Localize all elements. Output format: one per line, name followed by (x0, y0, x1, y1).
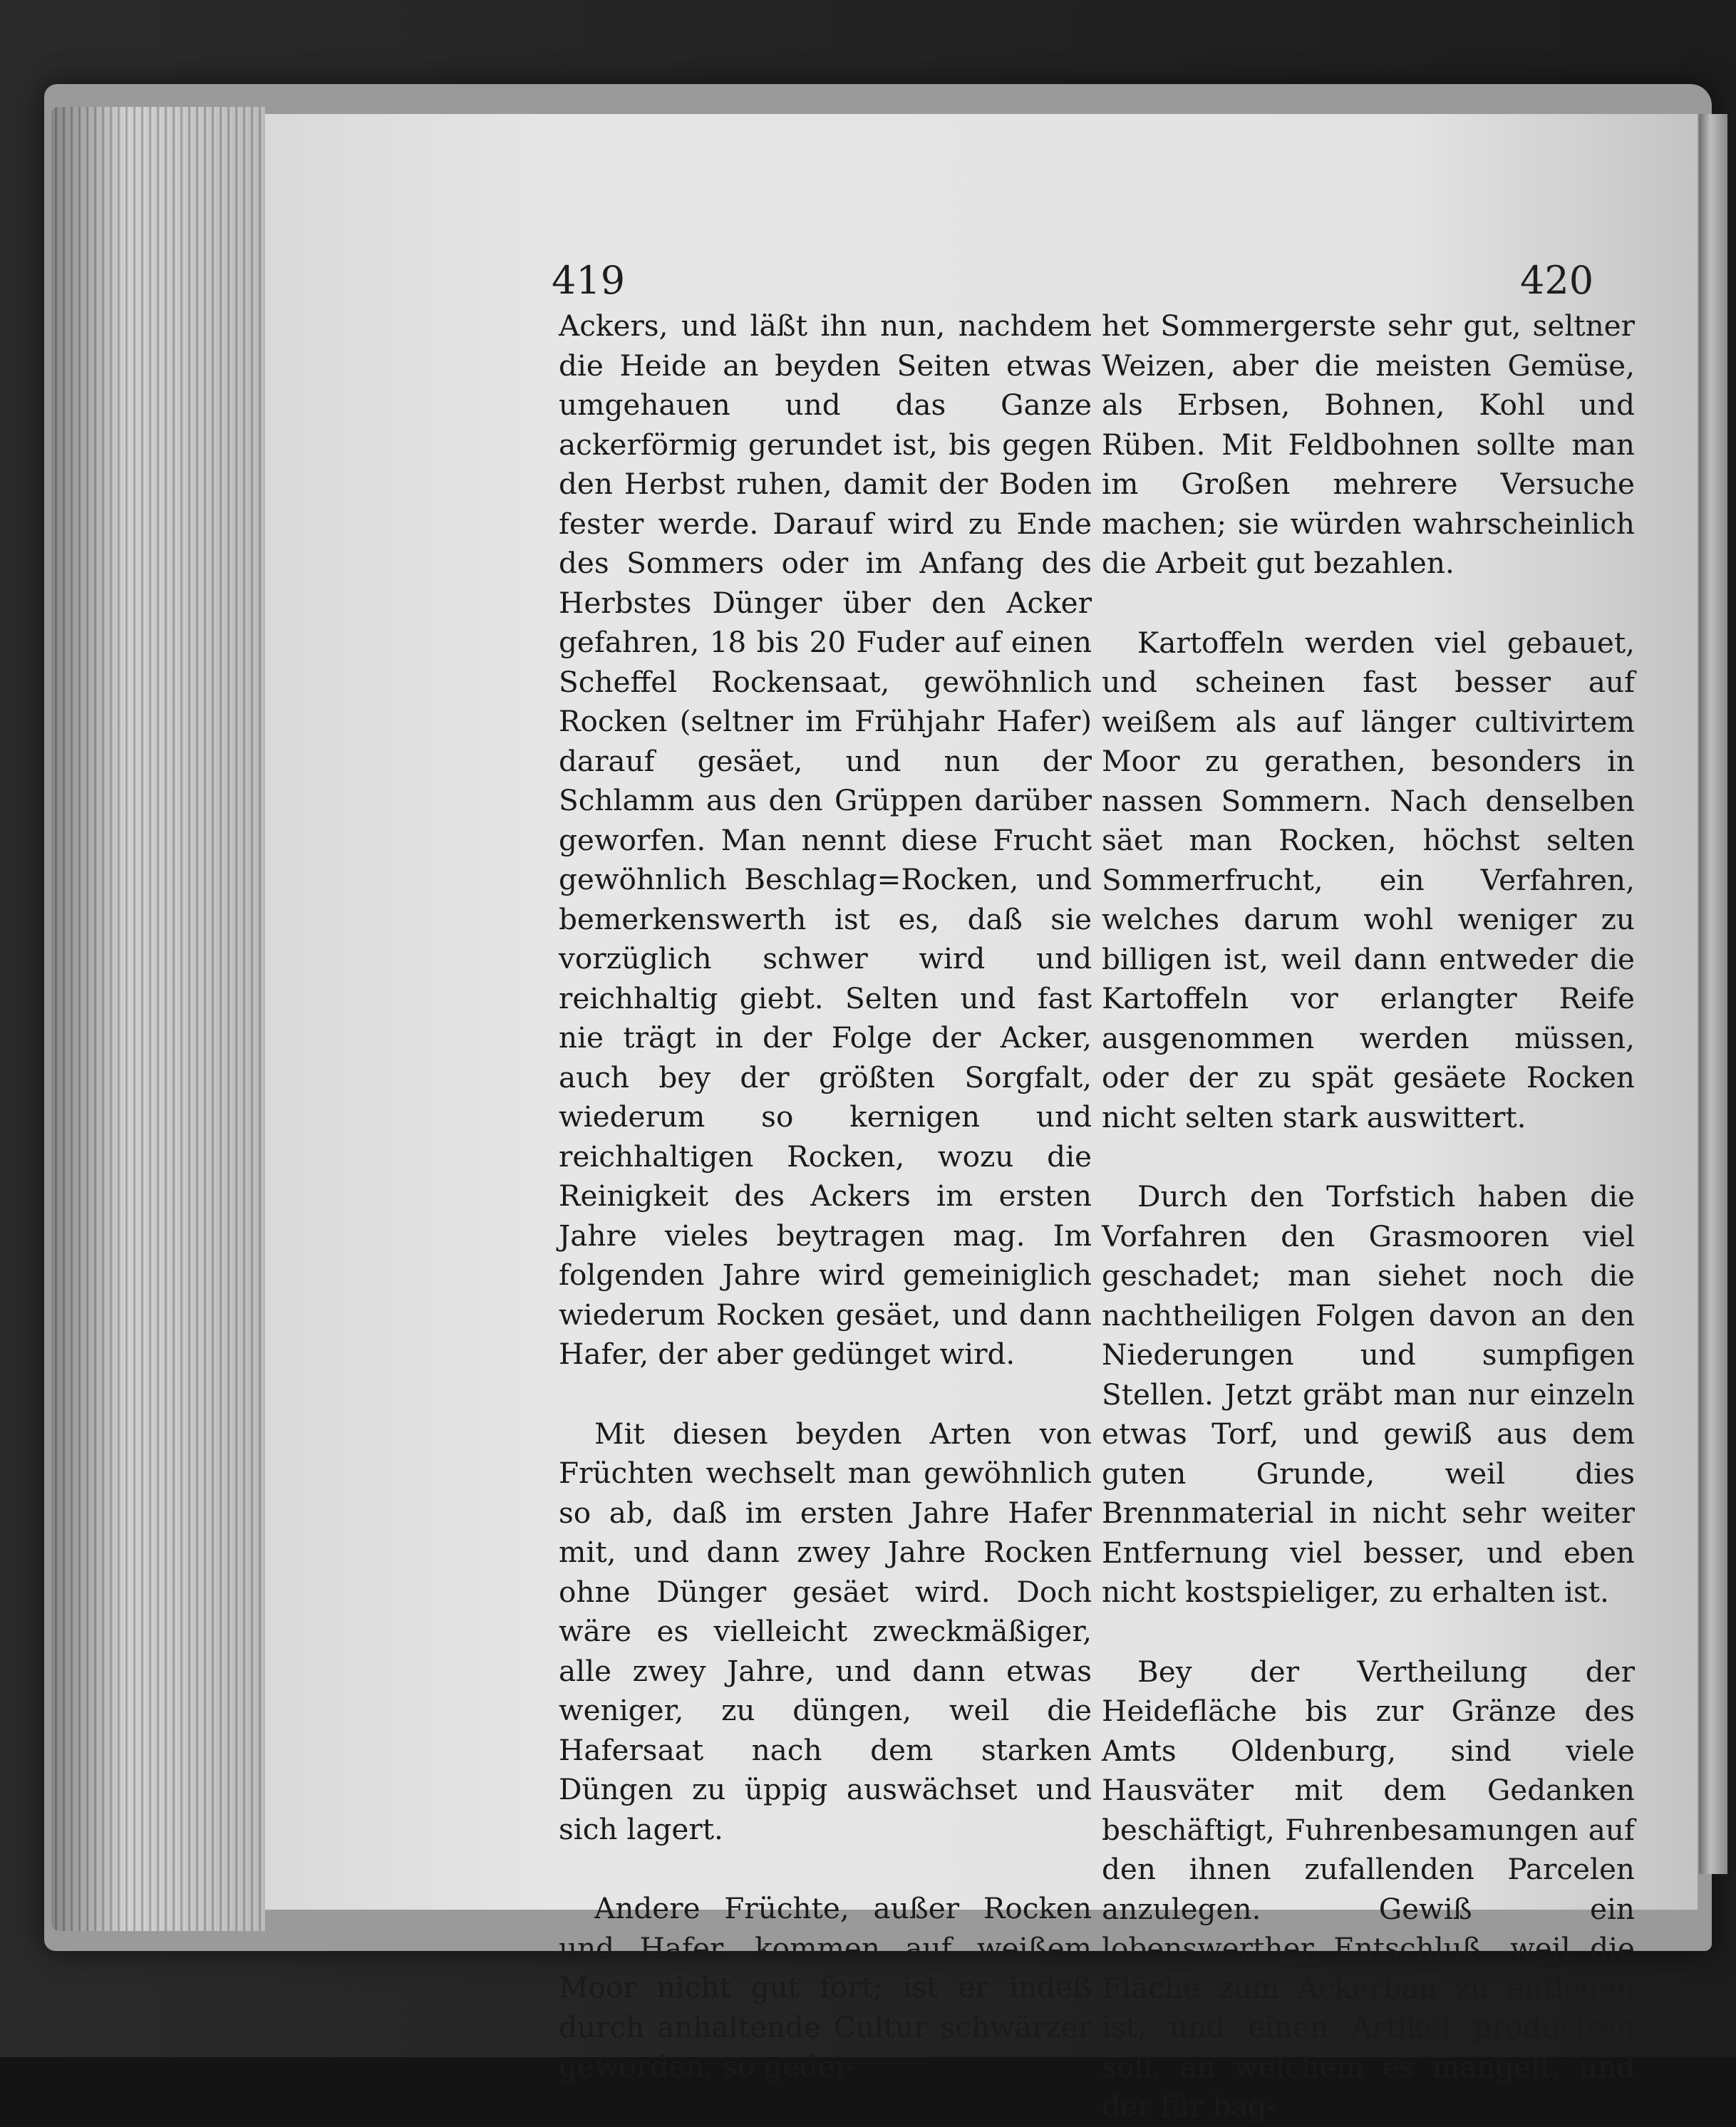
paragraph: Mit diesen beyden Arten von Früchten wechselt man gewöhnlich so ab, daß im ersten Jahre Hafer mit, und dann zwey Jahre Rocken ohne Dünger gesäet wird. Doch wäre es vielleicht zweckmäßiger, alle zwey Jahre, und dann etwas weniger, zu düngen, weil die Hafersaat nach dem starken Düngen zu üppig auswächset und sich lagert. (559, 1416, 1092, 1846)
text-column-right (1102, 306, 1635, 2127)
paragraph: het Sommergerste sehr gut, seltner Weizen, aber die meisten Gemüse, als Erbsen, Bohnen, Kohl und Rüben. Mit Feldbohnen sollte man im Großen mehrere Versuche machen; sie würden wahrscheinlich die Arbeit gut bezahlen. (1102, 309, 1635, 580)
paragraph: Durch den Torfstich haben die Vorfahren den Grasmooren viel geschadet; man siehet noch die nachtheiligen Folgen davon an den Niederungen und sumpfigen Stellen. Jetzt gräbt man nur einzeln etwas Torf, und gewiß aus dem guten Grunde, weil dies Brennmaterial in nicht sehr weiter Entfernung viel besser, und eben nicht kostspieliger, zu erhalten ist. (1102, 1179, 1635, 1609)
paragraph: Ackers, und läßt ihn nun, nachdem die Heide an beyden Seiten etwas umgehauen und das Ganze ackerförmig gerundet ist, bis gegen den Herbst ruhen, damit der Boden fester werde. Darauf wird zu Ende des Sommers oder im Anfang des Herbstes Dünger über den Acker gefahren, 18 bis 20 Fuder auf einen Scheffel Rockensaat, gewöhnlich Rocken (seltner im Frühjahr Hafer) darauf gesäet, und nun der Schlamm aus den Grüppen darüber geworfen. Man nennt diese Frucht gewöhnlich Beschlag=Rocken, und bemerkenswerth ist es, daß sie vorzüglich schwer wird und reichhaltig giebt. Selten und fast nie trägt in der Folge der Acker, auch bey der größten Sorgfalt, wiederum so kernigen und reichhaltigen Rocken, wozu die Reinigkeit des Ackers im ersten Jahre vieles beytragen mag. Im folgenden Jahre wird gemeiniglich wiederum Rocken gesäet, und dann Hafer, der aber gedünget wird. (559, 309, 1092, 1371)
page-number-left: 419 (552, 258, 626, 303)
page-number-right: 420 (1520, 258, 1594, 303)
page-edges-shadow (51, 107, 265, 1931)
paragraph: Andere Früchte, außer Rocken und Hafer, kommen auf weißem Moor nicht gut fort; ist er indeß durch anhaltende Cultur schwärzer geworden, so gedei- (559, 1891, 1092, 2084)
paragraph: Kartoffeln werden viel gebauet, und scheinen fast besser auf weißem als auf länger cultivirtem Moor zu gerathen, besonders in nassen Sommern. Nach denselben säet man Rocken, höchst selten Sommerfrucht, ein Verfahren, welches darum wohl weniger zu billigen ist, weil dann entweder die Kartoffeln vor erlangter Reife ausgenommen werden müssen, oder der zu spät gesäete Rocken nicht selten stark auswittert. (1102, 625, 1635, 1134)
next-page-edge (1699, 114, 1727, 1874)
paragraph: Bey der Vertheilung der Heidefläche bis zur Gränze des Amts Oldenburg, sind viele Hausväter mit dem Gedanken beschäftigt, Fuhrenbesamungen auf den ihnen zufallenden Parcelen anzulegen. Gewiß ein lobenswerther Entschluß, weil die Fläche zum Ackerbau zu entlegen ist, und einen Artikel produciren soll, an welchem es mangelt, und der für bag- (1102, 1654, 1635, 2123)
text-column-left (559, 306, 1092, 2087)
